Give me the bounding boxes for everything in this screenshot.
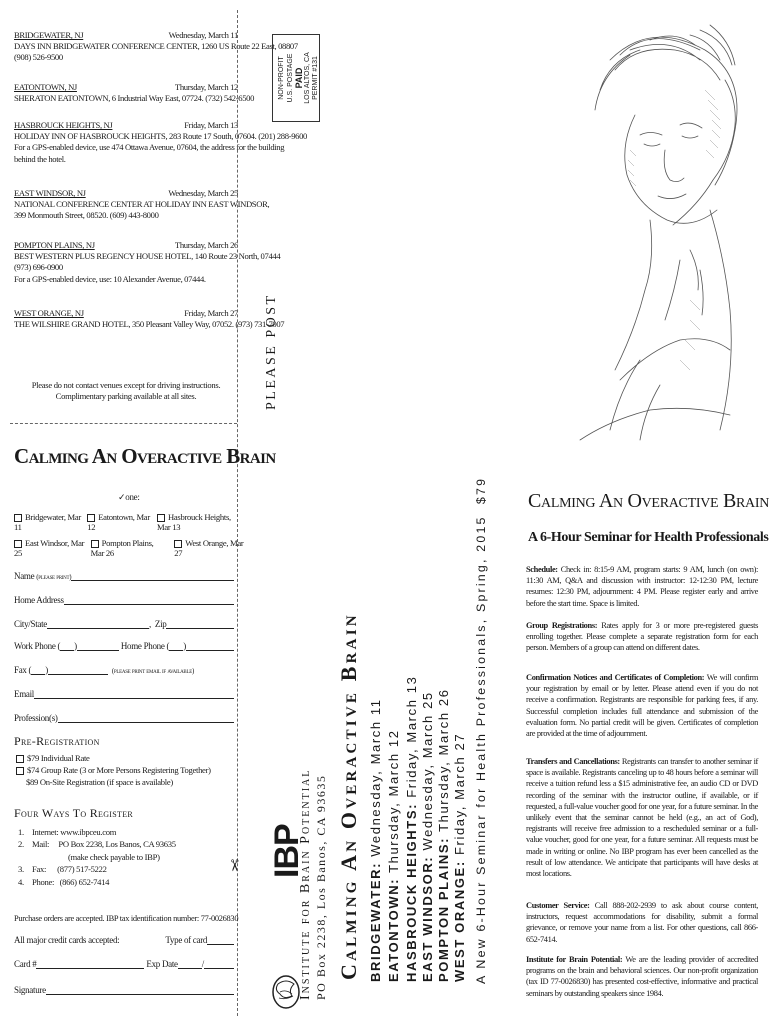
- venue-detail-line: 399 Monmouth Street, 08520. (609) 443-8000: [14, 210, 159, 221]
- info-paragraph: [526, 564, 758, 609]
- venue-detail-line: DAYS INN BRIDGEWATER CONFERENCE CENTER, 1260 US Route 22 East, 08807: [14, 41, 298, 52]
- info-paragraph: [526, 620, 758, 654]
- email-field[interactable]: [34, 688, 234, 699]
- name-field[interactable]: [71, 570, 234, 581]
- signature-label: Signature: [14, 985, 46, 995]
- profession-row: [14, 712, 234, 723]
- mailer-schedule-city: EATONTOWN:: [386, 877, 401, 982]
- paren: ): [74, 641, 77, 651]
- venue-header: [14, 308, 238, 319]
- card-number-row: [14, 958, 234, 969]
- venue-detail-line: (908) 526-9500: [14, 52, 63, 63]
- profession-field[interactable]: [58, 712, 234, 723]
- cards-row: [14, 934, 234, 945]
- info-paragraph-body: Check in: 8:15-9 AM, program starts: 9 AM, lunch (on own): 11:30 AM, Q&A and discussion with instructor: 12-12:30 PM, lecture resumes: 12:30 PM, adjournment: 4 PM. Please register early and arrive before the start time. Space is limited.: [526, 565, 758, 608]
- venue-detail-line: HOLIDAY INN OF HASBROUCK HEIGHTS, 283 Route 17 South, 07604. (201) 288-9600: [14, 131, 307, 142]
- mailer-schedule-line: [386, 729, 401, 982]
- postage-line: PAID: [294, 67, 305, 89]
- info-paragraph-body: Registrants can transfer to another seminar if space is available. Registrants canceling up to 48 hours before a seminar will receive a tuition refund less a $15 administrative fee, an audio CD or DVD recording of the seminar with the instructor outline, if available, or if requested, a full-value voucher good for one year, for a future seminar. In the unlikely event that the seminar cannot be held (e.g., an act of God), registrants will receive free admission to a rescheduled seminar or a full-value voucher, good for one year, for a future seminar. All requests must be made in writing or online. No IBP program has ever been cancelled as the result of low attendance. We anticipate that participants will have desks at most locations.: [526, 757, 758, 879]
- mailer-schedule-date: Thursday, March 12: [386, 729, 401, 873]
- home-address-label: Home Address: [14, 595, 64, 605]
- session-checkbox[interactable]: [87, 512, 151, 532]
- city-state-field[interactable]: [47, 618, 149, 629]
- phone-row: [14, 640, 234, 651]
- venue-date: Wednesday, March 25: [168, 188, 238, 198]
- way-item: [18, 826, 176, 838]
- rate-option[interactable]: [16, 752, 211, 764]
- zip-field[interactable]: [166, 618, 234, 629]
- venue-date: Thursday, March 26: [174, 240, 238, 250]
- session-checkbox[interactable]: [174, 538, 244, 558]
- session-label: West Orange, Mar 27: [174, 538, 244, 559]
- prereg-title: Pre-Registration: [14, 734, 100, 748]
- right-subtitle: A 6-Hour Seminar for Health Professionals: [528, 530, 769, 545]
- mailer-schedule-line: [368, 698, 383, 982]
- ways-list: [18, 826, 176, 888]
- venue-entry: [14, 82, 255, 104]
- please-post-label: PLEASE POST: [264, 293, 279, 410]
- session-label: Hasbrouck Heights, Mar 13: [156, 512, 231, 533]
- form-title: Calming An Overactive Brain: [14, 444, 276, 468]
- home-phone-field[interactable]: [186, 640, 234, 651]
- venue-date: Wednesday, March 11: [168, 30, 238, 40]
- info-paragraph: [526, 756, 758, 879]
- name-note: (please print): [36, 573, 72, 581]
- venue-header: [14, 188, 238, 199]
- signature-field[interactable]: [46, 984, 234, 995]
- venue-detail-line: NATIONAL CONFERENCE CENTER AT HOLIDAY INN EAST WINDSOR,: [14, 199, 270, 210]
- rate-label: $89 On-Site Registration (if space is available): [26, 777, 173, 787]
- fax-field[interactable]: [48, 664, 108, 675]
- way-number: 1.: [18, 827, 24, 837]
- mailer-schedule-city: POMPTON PLAINS:: [436, 836, 451, 982]
- venue-header: [14, 30, 238, 41]
- rate-label: $79 Individual Rate: [27, 753, 90, 763]
- postage-indicia: [272, 34, 320, 122]
- venue-detail-line: behind the hotel.: [14, 153, 66, 164]
- info-paragraph-body: We are the leading provider of accredited programs on the brain and behavioral sciences. Our non-profit organization (tax ID 77-0026830) has presented cost-effective, informative and practical seminars by outstanding speakers since 1984.: [526, 955, 758, 998]
- mailer-schedule-date: Friday, March 13: [404, 675, 419, 798]
- way-label: Phone: (866) 652-7414: [32, 876, 110, 887]
- venue-date: Friday, March 27: [184, 308, 238, 318]
- venue-city: POMPTON PLAINS, NJ: [14, 240, 95, 250]
- exp-year-field[interactable]: [201, 958, 234, 969]
- cut-line-horizontal: [10, 423, 237, 424]
- way-item: [18, 863, 176, 875]
- name-label: Name: [14, 571, 35, 581]
- email-label: Email: [14, 689, 34, 699]
- info-paragraph-heading: Transfers and Cancellations:: [526, 757, 620, 766]
- slash: /: [201, 959, 204, 969]
- info-paragraph: [526, 900, 758, 945]
- venue-entry: [14, 30, 298, 64]
- mailer-schedule-line: [420, 691, 435, 982]
- way-item: [18, 838, 176, 850]
- portrait-sketch: [540, 20, 760, 460]
- venue-city: EATONTOWN, NJ: [14, 82, 77, 92]
- institute-address: PO Box 2238, Los Banos, CA 93635: [314, 774, 328, 1000]
- venue-detail-line: THE WILSHIRE GRAND HOTEL, 350 Pleasant Valley Way, 07052. (973) 731-7007: [14, 319, 285, 330]
- venue-city: EAST WINDSOR, NJ: [14, 188, 86, 198]
- email-row: [14, 688, 234, 699]
- info-paragraph-heading: Institute for Brain Potential:: [526, 955, 623, 964]
- name-row: [14, 570, 234, 581]
- info-paragraph-heading: Customer Service:: [526, 901, 590, 910]
- exp-date-label: Exp Date: [146, 959, 178, 969]
- city-zip-row: City/State , Zip: [14, 618, 234, 629]
- mailer-schedule-city: WEST ORANGE:: [452, 860, 467, 982]
- way-number: 2.: [18, 839, 24, 850]
- info-paragraph-heading: Group Registrations:: [526, 621, 598, 630]
- address-row: [14, 594, 234, 605]
- mailer-schedule-line: [436, 688, 451, 982]
- session-checkbox[interactable]: [14, 538, 85, 558]
- scissors-icon: ✂: [225, 858, 245, 873]
- venue-detail-line: BEST WESTERN PLUS REGENCY HOUSE HOTEL, 140 Route 23 North, 07444: [14, 251, 281, 262]
- venue-entry: [14, 308, 285, 330]
- venue-note-line: Complimentary parking available at all sites.: [55, 391, 197, 401]
- venue-entry: [14, 188, 270, 222]
- session-label: Eatontown, Mar 12: [87, 512, 150, 533]
- info-paragraph-body: Rates apply for 3 or more pre-registered guests enrolling together. Please complete a separate registration form for each person. Members of a group can attend on different dates.: [526, 621, 759, 653]
- info-paragraph: [526, 954, 758, 999]
- home-phone-label: Home Phone (: [120, 641, 170, 651]
- paren: ): [183, 641, 186, 651]
- postage-line: U.S. POSTAGE: [286, 53, 294, 103]
- work-phone-field[interactable]: [77, 640, 119, 651]
- session-checkbox[interactable]: [91, 538, 169, 558]
- session-label: Pompton Plains, Mar 26: [90, 538, 154, 559]
- venue-detail-line: SHERATON EATONTOWN, 6 Industrial Way East, 07724. (732) 542-6500: [14, 93, 255, 104]
- card-type-label: Type of card: [165, 935, 208, 945]
- info-paragraph: [526, 672, 758, 739]
- info-paragraph-heading: Schedule:: [526, 565, 558, 574]
- mailer-schedule-date: Thursday, March 26: [436, 688, 451, 832]
- postage-line: LOS ALTOS, CA: [303, 52, 311, 104]
- rate-option: [16, 776, 211, 788]
- mailer-schedule-city: BRIDGEWATER:: [368, 861, 383, 982]
- mailer-tagline: A New 6-Hour Seminar for Health Professionals, Spring, 2015 $79: [474, 476, 488, 984]
- info-paragraph-heading: Confirmation Notices and Certificates of Completion:: [526, 673, 705, 682]
- venue-entry: [14, 240, 281, 285]
- home-area-code-field[interactable]: [169, 640, 183, 651]
- mailer-schedule-date: Friday, March 27: [452, 732, 467, 856]
- way-number: 4.: [18, 876, 24, 887]
- mailer-title: Calming An Overactive Brain: [336, 612, 361, 980]
- venue-note-line: Please do not contact venues except for driving instructions.: [31, 380, 221, 390]
- venue-header: [14, 82, 238, 93]
- venue-city: WEST ORANGE, NJ: [14, 308, 84, 318]
- right-title: Calming An Overactive Brain: [528, 490, 770, 512]
- mailer-schedule-line: [404, 676, 419, 982]
- home-address-field[interactable]: [64, 594, 234, 605]
- exp-month-field[interactable]: [178, 958, 202, 969]
- work-area-code-field[interactable]: [60, 640, 74, 651]
- mailer-schedule-line: [452, 733, 467, 982]
- way-number: 3.: [18, 864, 24, 875]
- venue-detail-line: For a GPS-enabled device, use 474 Ottawa Avenue, 07604, the address for the building: [14, 142, 285, 153]
- mailer-schedule-city: HASBROUCK HEIGHTS:: [404, 802, 419, 982]
- way-item: [18, 851, 176, 863]
- venue-detail-line: For a GPS-enabled device, use: 10 Alexander Avenue, 07444.: [14, 273, 206, 284]
- purchase-note: Purchase orders are accepted. IBP tax identification number: 77-0026830: [14, 914, 239, 923]
- way-label: (make check payable to IBP): [68, 851, 160, 862]
- work-phone-label: Work Phone (: [14, 641, 61, 651]
- city-state-label: City/State: [14, 619, 48, 629]
- venue-city: BRIDGEWATER, NJ: [14, 30, 84, 40]
- info-paragraph-body: We will confirm your registration by email or by letter. Please attend even if you do not receive a confirmation. Registrants are responsible for parking fees, if any. Successful completion includes full attendance and submission of the evaluation form. No partial credit will be given. Certificates of completion are provided at the time of adjournment.: [526, 673, 759, 739]
- cards-label: All major credit cards accepted:: [14, 935, 120, 945]
- rate-label: $74 Group Rate (3 or More Persons Registering Together): [27, 765, 211, 775]
- info-paragraph-body: Call 888-202-2939 to ask about course content, instructors, request accommodations for disability, submit a formal grievance, or remove your name from a list. For other questions, call 866-652-7414.: [526, 901, 758, 944]
- session-label: East Windsor, Mar 25: [14, 538, 85, 559]
- signature-row: [14, 984, 234, 995]
- venue-header: [14, 240, 238, 251]
- way-item: [18, 876, 176, 888]
- ibp-logo-text: IBP: [268, 824, 306, 878]
- card-type-field[interactable]: [207, 934, 234, 945]
- way-label: Internet: www.ibpceu.com: [32, 827, 117, 837]
- card-number-field[interactable]: [36, 958, 144, 969]
- fax-row: [14, 664, 234, 675]
- check-one-label: ✓one:: [118, 492, 140, 502]
- session-label: Bridgewater, Mar 11: [14, 512, 81, 533]
- ways-title: Four Ways To Register: [14, 806, 134, 820]
- venue-entry: [14, 120, 307, 165]
- fax-note: (please print email if available): [111, 667, 194, 675]
- institute-name: Institute for Brain Potential: [298, 768, 313, 1000]
- rate-options: [16, 752, 211, 788]
- venue-note: [14, 380, 238, 402]
- way-label: Fax: (877) 517-5222: [32, 864, 107, 875]
- card-number-label: Card #: [14, 959, 37, 969]
- zip-label: Zip: [154, 619, 167, 629]
- rate-option[interactable]: [16, 764, 211, 776]
- profession-label: Profession(s): [14, 713, 58, 723]
- venue-city: HASBROUCK HEIGHTS, NJ: [14, 120, 113, 130]
- mailer-schedule-date: Wednesday, March 11: [368, 698, 383, 857]
- fax-label: Fax (: [14, 665, 32, 675]
- way-label: Mail: PO Box 2238, Los Banos, CA 93635: [32, 839, 176, 850]
- venue-date: Thursday, March 12: [174, 82, 238, 92]
- session-checkbox[interactable]: [14, 512, 81, 532]
- postage-line: NON-PROFIT: [278, 56, 285, 100]
- fax-area-code-field[interactable]: [31, 664, 45, 675]
- postage-line: PERMIT #131: [312, 56, 320, 100]
- mailer-schedule-date: Wednesday, March 25: [420, 691, 435, 851]
- venue-date: Friday, March 13: [184, 120, 238, 130]
- mailer-schedule-city: EAST WINDSOR:: [420, 855, 435, 982]
- venue-detail-line: (973) 696-0900: [14, 262, 63, 273]
- session-options: [14, 512, 244, 558]
- venue-header: [14, 120, 238, 131]
- session-checkbox[interactable]: [157, 512, 244, 532]
- paren: ): [45, 665, 48, 675]
